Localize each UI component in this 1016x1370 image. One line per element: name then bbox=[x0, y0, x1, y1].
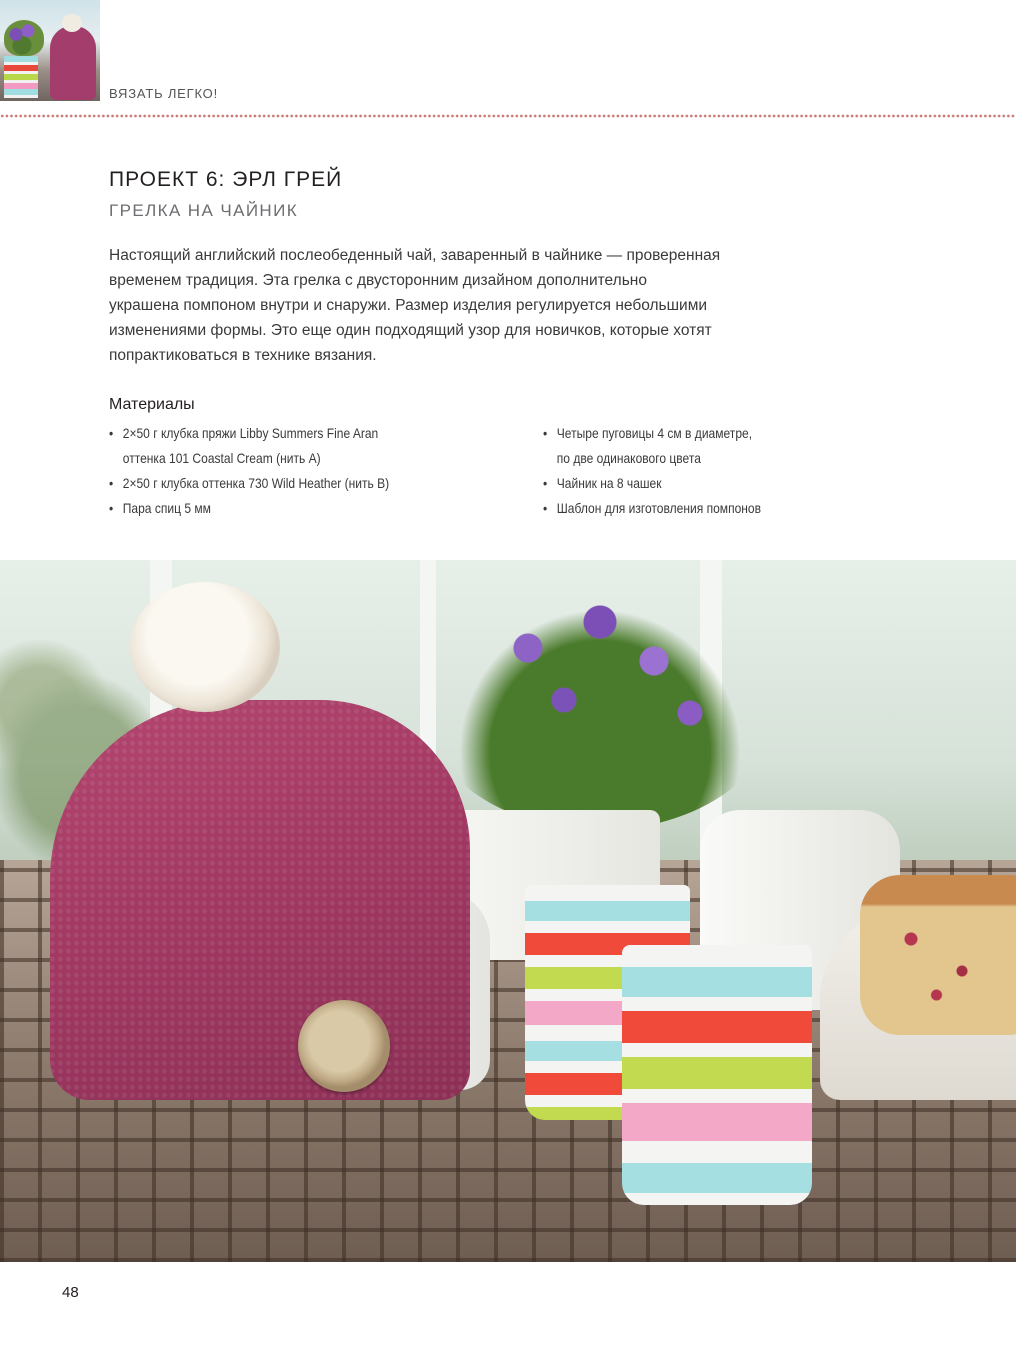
project-title: ПРОЕКТ 6: ЭРЛ ГРЕЙ bbox=[109, 168, 343, 191]
photo-raspberry-cake bbox=[860, 875, 1016, 1035]
materials-item bbox=[543, 471, 761, 496]
materials-item-line: • Пара спиц 5 мм bbox=[122, 500, 211, 516]
materials-item bbox=[543, 496, 761, 521]
thumbnail-tea-cosy bbox=[50, 26, 96, 100]
intro-line: временем традиция. Эта грелка с двусторонним дизайном дополнительно bbox=[109, 272, 647, 289]
intro-line: Настоящий английский послеобеденный чай, заваренный в чайнике — проверенная bbox=[109, 247, 721, 264]
intro-paragraph bbox=[109, 243, 829, 368]
materials-heading: Материалы bbox=[109, 396, 195, 413]
materials-item bbox=[109, 496, 389, 521]
materials-item-line: по две одинакового цвета bbox=[556, 450, 701, 466]
thumbnail-pompom bbox=[62, 14, 82, 32]
photo-striped-mug-front bbox=[622, 945, 812, 1205]
materials-item-line: • 2×50 г клубка пряжи Libby Summers Fine Aran bbox=[122, 425, 379, 441]
materials-list-right bbox=[543, 421, 761, 521]
project-subtitle: ГРЕЛКА НА ЧАЙНИК bbox=[109, 201, 299, 220]
page-number: 48 bbox=[62, 1284, 79, 1301]
photo-wooden-button bbox=[298, 1000, 390, 1092]
materials-item-line: • Четыре пуговицы 4 см в диаметре, bbox=[556, 425, 753, 441]
tea-cosy-photo bbox=[0, 560, 1016, 1262]
materials-item-line: оттенка 101 Coastal Cream (нить А) bbox=[122, 450, 321, 466]
photo-cream-pompom bbox=[130, 582, 280, 712]
intro-line: попрактиковаться в технике вязания. bbox=[109, 347, 377, 364]
intro-line: украшена помпоном внутри и снаружи. Размер изделия регулируется небольшими bbox=[109, 297, 708, 314]
running-head: ВЯЗАТЬ ЛЕГКО! bbox=[109, 86, 219, 101]
photo-knitted-tea-cosy bbox=[50, 700, 470, 1100]
materials-item bbox=[109, 421, 389, 471]
materials-item bbox=[543, 421, 761, 471]
photo-purple-flowers bbox=[420, 570, 780, 830]
header-thumbnail-photo bbox=[0, 0, 100, 101]
materials-item bbox=[109, 471, 389, 496]
thumbnail-striped-mug bbox=[4, 56, 38, 98]
dotted-header-rule bbox=[0, 112, 1016, 120]
thumbnail-flowers bbox=[4, 20, 44, 56]
materials-list-left bbox=[109, 421, 389, 521]
materials-item-line: • Шаблон для изготовления помпонов bbox=[556, 500, 762, 516]
intro-line: изменениями формы. Это еще один подходящий узор для новичков, которые хотят bbox=[109, 322, 712, 339]
materials-item-line: • 2×50 г клубка оттенка 730 Wild Heather (нить В) bbox=[122, 475, 390, 491]
materials-item-line: • Чайник на 8 чашек bbox=[556, 475, 662, 491]
